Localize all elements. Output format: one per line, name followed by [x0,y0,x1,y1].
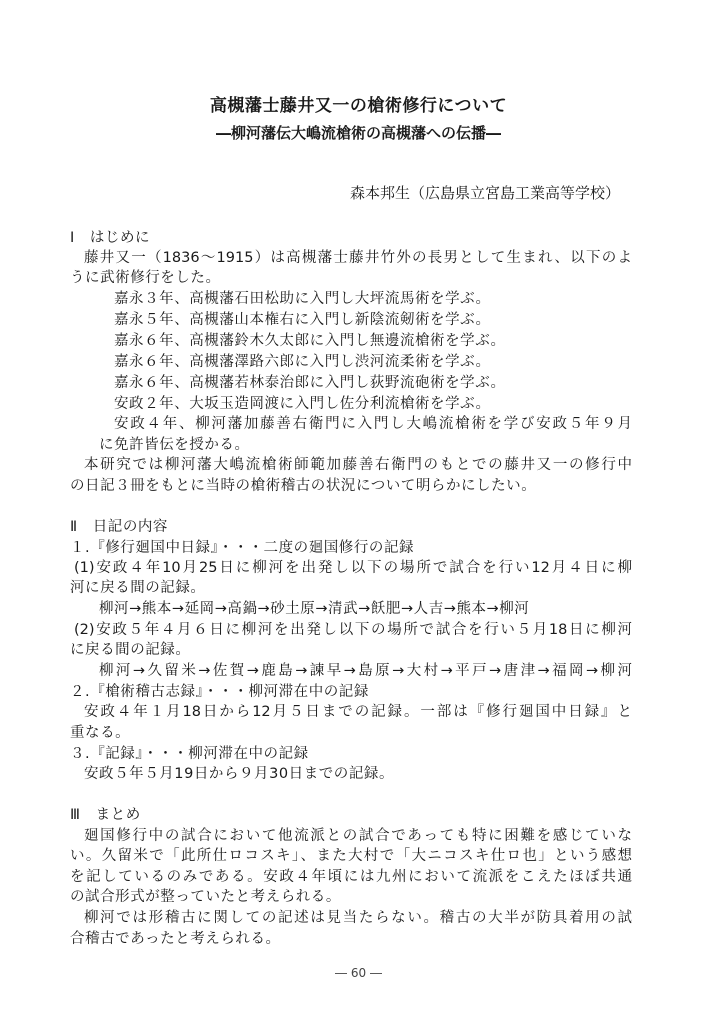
body-line: ３.『記録』・・・柳河滞在中の記録 [70,746,309,762]
body-line: うに武術修行をした。 [70,270,221,286]
body-line: 安政５年５月19日から９月30日までの記録。 [84,766,394,782]
section-heading-diary-contents: Ⅱ 日記の内容 [70,519,168,535]
training-list-item: 安政２年、大坂玉造岡渡に入門し佐分利流槍術を学ぶ。 [114,396,491,412]
body-line: を記しているのみである。安政４年頃には九州において流派をこえたほぼ共通 [70,869,632,885]
body-line: 重なる。 [70,725,131,741]
section-heading-introduction: Ⅰ はじめに [70,230,151,246]
training-list-item: 嘉永６年、高槻藩鈴木久太郎に入門し無邊流槍術を学ぶ。 [114,333,506,349]
page-number: ― 60 ― [335,966,382,980]
body-line: の試合形式が整っていたと考えられる。 [70,889,341,905]
body-line: (2)安政５年４月６日に柳河を出発し以下の場所で試合を行い５月18日に柳河 [74,622,632,638]
body-line: い。久留米で「此所仕ロコスキ」、また大村で「大ニコスキ仕ロ也」という感想 [70,848,632,864]
author-affiliation: 森本邦生（広島県立宮島工業高等学校） [349,184,620,202]
training-list-item: 嘉永３年、高槻藩石田松助に入門し大坪流馬術を学ぶ。 [114,291,491,307]
body-line: １.『修行廻国中日録』・・・二度の廻国修行の記録 [70,540,415,556]
body-line: 本研究では柳河藩大嶋流槍術師範加藤善右衛門のもとでの藤井又一の修行中 [84,457,632,473]
body-line: 藤井又一（1836～1915）は高槻藩士藤井竹外の長男として生まれ、以下のよ [84,250,632,266]
section-heading-summary: Ⅲ まとめ [70,807,141,823]
training-list-item: 安政４年、柳河藩加藤善右衛門に入門し大嶋流槍術を学び安政５年９月 [114,416,632,432]
paper-title: 高槻藩士藤井又一の槍術修行について [209,96,508,116]
training-list-item: 嘉永６年、高槻藩若林泰治郎に入門し荻野流砲術を学ぶ。 [114,375,506,391]
body-line: 合稽古であったと考えられる。 [70,931,281,947]
body-line: 廻国修行中の試合において他流派との試合であっても特に困難を感じていな [84,828,632,844]
training-list-item: に免許皆伝を授かる。 [99,437,250,453]
body-line: ２.『槍術稽古志録』・・・柳河滞在中の記録 [70,684,369,700]
training-list-item: 嘉永６年、高槻藩澤路六郎に入門し渋河流柔術を学ぶ。 [114,354,491,370]
paper-subtitle: ―柳河藩伝大嶋流槍術の高槻藩への伝播― [215,124,501,142]
body-line: 安政４年１月18日から12月５日までの記録。一部は『修行廻国中日録』と [84,704,632,720]
route-line: 柳河→久留米→佐賀→鹿島→諫早→島原→大村→平戸→唐津→福岡→柳河 [99,663,632,679]
body-line: に戻る間の記録。 [70,642,191,658]
body-line: 河に戻る間の記録。 [70,580,206,596]
body-line: の日記３冊をもとに当時の槍術稽古の状況について明らかにしたい。 [70,478,537,494]
body-line: 柳河では形稽古に関しての記述は見当たらない。稽古の大半が防具着用の試 [84,910,632,926]
route-line: 柳河→熊本→延岡→高鍋→砂土原→清武→飫肥→人吉→熊本→柳河 [99,601,530,617]
training-list-item: 嘉永５年、高槻藩山本権右に入門し新陰流剱術を学ぶ。 [114,312,491,328]
body-line: (1)安政４年10月25日に柳河を出発し以下の場所で試合を行い12月４日に柳 [74,560,632,576]
